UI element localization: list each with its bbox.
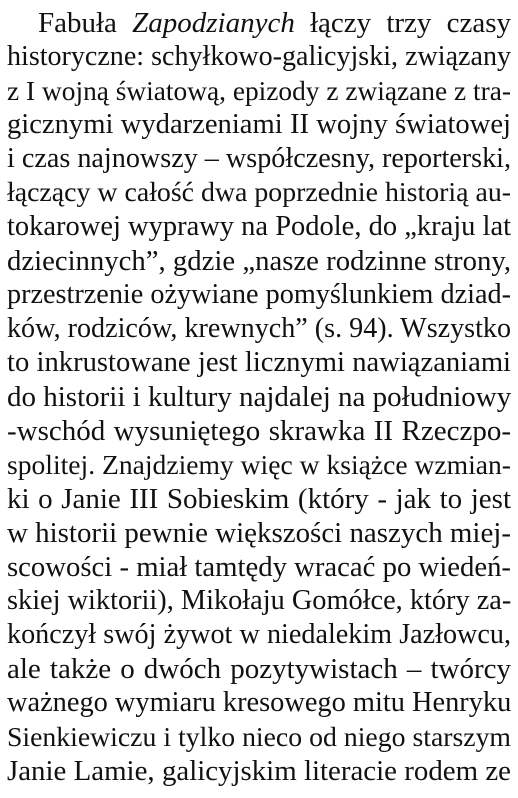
text-line: ków, rodziców, krewnych” (s. 94). Wszystko bbox=[7, 313, 512, 344]
text-line: Sienkiewiczu i tylko nieco od niego starszym bbox=[7, 721, 511, 752]
text-line: historyczne: schyłkowo-galicyjski, związany bbox=[7, 41, 511, 72]
text-line: Janie Lamie, galicyjskim literacie rodem ze bbox=[7, 755, 511, 787]
text-line: dziecinnych”, gdzie „nasze rodzinne strony, bbox=[7, 245, 511, 277]
text-line: i czas najnowszy – współczesny, reporterski, bbox=[7, 143, 512, 174]
text-run: łączy trzy czasy bbox=[294, 7, 511, 39]
text-line bbox=[38, 4, 511, 42]
text-line: to inkrustowane jest licznymi nawiązaniami bbox=[7, 347, 511, 378]
text-line: scowości - miał tamtędy wracać po wiedeń- bbox=[7, 551, 511, 583]
text-line: przestrzenie ożywiane pomyślunkiem dziad- bbox=[7, 279, 511, 310]
text-line: tokarowej wyprawy na Podole, do „kraju lat bbox=[7, 211, 511, 242]
text-run: Fabuła bbox=[38, 7, 133, 39]
text-line: ki o Janie III Sobieskim (który - jak to jest bbox=[7, 483, 511, 515]
text-line: skiej wiktorii), Mikołaju Gomółce, który za- bbox=[7, 585, 512, 616]
text-line: do historii i kultury najdalej na południowy bbox=[7, 381, 512, 413]
text-line: kończył swój żywot w niedalekim Jazłowcu, bbox=[7, 619, 511, 650]
text-line: ważnego wymiaru kresowego mitu Henryku bbox=[7, 687, 512, 718]
text-line: w historii pewnie większości naszych miej- bbox=[7, 517, 511, 549]
text-line: łączący w całość dwa poprzednie historią au- bbox=[7, 177, 511, 208]
text-line: z I wojną światową, epizody z związane z tra- bbox=[7, 76, 511, 106]
text-line: gicznymi wydarzeniami II wojny światowej bbox=[7, 109, 511, 140]
text-line: spolitej. Znajdziemy więc w książce wzmian- bbox=[7, 449, 511, 480]
text-line: -wschód wysuniętego skrawka II Rzeczpo- bbox=[7, 415, 511, 447]
book-title: Zapodzianych bbox=[132, 7, 295, 39]
text-line: ale także o dwóch pozytywistach – twórcy bbox=[7, 653, 511, 685]
